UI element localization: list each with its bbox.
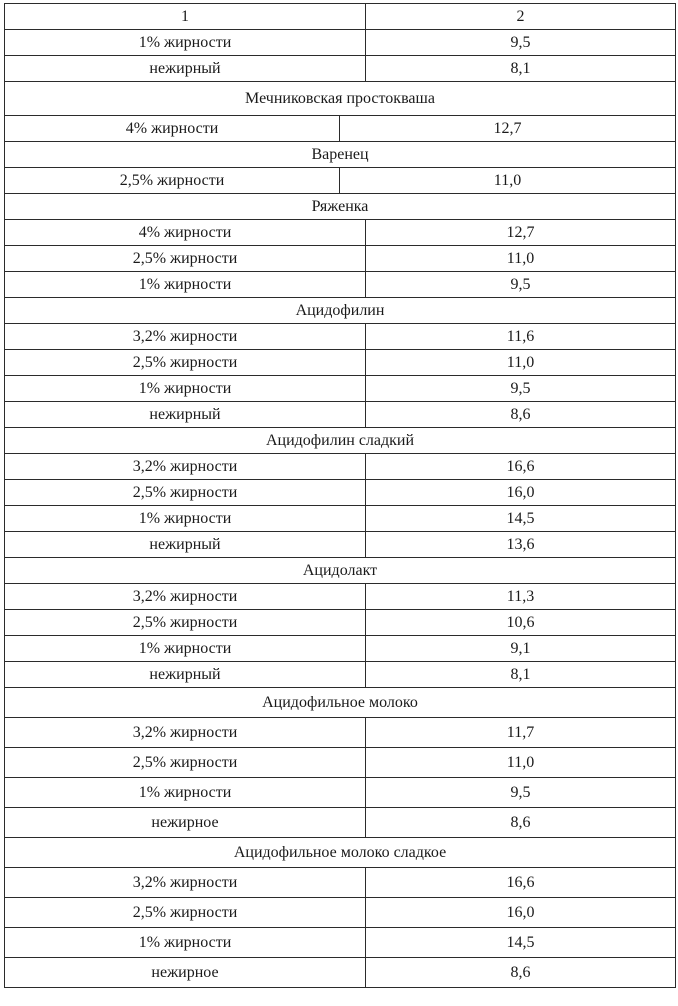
table-row bbox=[5, 30, 676, 56]
value-cell: 14,5 bbox=[366, 928, 676, 958]
value-cell: 10,6 bbox=[366, 610, 676, 636]
value-cell: 11,0 bbox=[340, 168, 676, 194]
table-row bbox=[5, 376, 676, 402]
table-row bbox=[5, 610, 676, 636]
group-title: Ацидофильное молоко bbox=[5, 688, 676, 718]
value-cell: 14,5 bbox=[366, 506, 676, 532]
fat-content-cell: 2,5% жирности bbox=[5, 610, 366, 636]
group-title: Ацидофильное молоко сладкое bbox=[5, 838, 676, 868]
fat-content-cell: нежирный bbox=[5, 402, 366, 428]
table-row bbox=[5, 116, 676, 142]
fat-content-cell: 3,2% жирности bbox=[5, 718, 366, 748]
table-row bbox=[5, 778, 676, 808]
fat-content-cell: 1% жирности bbox=[5, 928, 366, 958]
fat-content-cell: нежирный bbox=[5, 532, 366, 558]
fat-content-cell: 1% жирности bbox=[5, 272, 366, 298]
fat-content-cell: 4% жирности bbox=[5, 220, 366, 246]
value-cell: 8,6 bbox=[366, 958, 676, 988]
value-cell: 16,6 bbox=[366, 868, 676, 898]
group-header-row bbox=[5, 688, 676, 718]
group-header-row bbox=[5, 82, 676, 116]
fat-content-cell: 4% жирности bbox=[5, 116, 340, 142]
group-header-row bbox=[5, 194, 676, 220]
table-header-row bbox=[5, 4, 676, 30]
table-row bbox=[5, 808, 676, 838]
table-row bbox=[5, 718, 676, 748]
table-row bbox=[5, 506, 676, 532]
value-cell: 9,1 bbox=[366, 636, 676, 662]
header-cell-col1: 1 bbox=[5, 4, 366, 30]
fat-content-cell: нежирный bbox=[5, 56, 366, 82]
group-header-row bbox=[5, 838, 676, 868]
group-header-row bbox=[5, 142, 676, 168]
group-title: Мечниковская простокваша bbox=[5, 82, 676, 116]
value-cell: 9,5 bbox=[366, 778, 676, 808]
value-cell: 9,5 bbox=[366, 272, 676, 298]
group-header-row bbox=[5, 428, 676, 454]
value-cell: 8,6 bbox=[366, 402, 676, 428]
group-header-row bbox=[5, 558, 676, 584]
fat-content-cell: нежирное bbox=[5, 958, 366, 988]
nutrition-table bbox=[4, 3, 676, 988]
fat-content-cell: 2,5% жирности bbox=[5, 350, 366, 376]
value-cell: 9,5 bbox=[366, 376, 676, 402]
table-row bbox=[5, 868, 676, 898]
table-row bbox=[5, 636, 676, 662]
group-title: Ацидолакт bbox=[5, 558, 676, 584]
table-row bbox=[5, 454, 676, 480]
table-row bbox=[5, 272, 676, 298]
value-cell: 8,1 bbox=[366, 56, 676, 82]
table-row bbox=[5, 220, 676, 246]
value-cell: 11,0 bbox=[366, 748, 676, 778]
fat-content-cell: 3,2% жирности bbox=[5, 324, 366, 350]
fat-content-cell: 3,2% жирности bbox=[5, 454, 366, 480]
value-cell: 16,6 bbox=[366, 454, 676, 480]
group-title: Ацидофилин bbox=[5, 298, 676, 324]
value-cell: 11,0 bbox=[366, 350, 676, 376]
table-row bbox=[5, 168, 676, 194]
fat-content-cell: 3,2% жирности bbox=[5, 868, 366, 898]
fat-content-cell: нежирный bbox=[5, 662, 366, 688]
group-title: Ряженка bbox=[5, 194, 676, 220]
header-cell-col2: 2 bbox=[366, 4, 676, 30]
fat-content-cell: 3,2% жирности bbox=[5, 584, 366, 610]
group-title: Варенец bbox=[5, 142, 676, 168]
fat-content-cell: нежирное bbox=[5, 808, 366, 838]
table-row bbox=[5, 402, 676, 428]
table-row bbox=[5, 56, 676, 82]
value-cell: 8,6 bbox=[366, 808, 676, 838]
fat-content-cell: 2,5% жирности bbox=[5, 246, 366, 272]
table-row bbox=[5, 958, 676, 988]
table-row bbox=[5, 748, 676, 778]
fat-content-cell: 1% жирности bbox=[5, 376, 366, 402]
group-title: Ацидофилин сладкий bbox=[5, 428, 676, 454]
fat-content-cell: 1% жирности bbox=[5, 636, 366, 662]
value-cell: 16,0 bbox=[366, 480, 676, 506]
value-cell: 9,5 bbox=[366, 30, 676, 56]
value-cell: 13,6 bbox=[366, 532, 676, 558]
fat-content-cell: 2,5% жирности bbox=[5, 168, 340, 194]
value-cell: 11,7 bbox=[366, 718, 676, 748]
value-cell: 11,0 bbox=[366, 246, 676, 272]
table-row bbox=[5, 480, 676, 506]
table-row bbox=[5, 532, 676, 558]
fat-content-cell: 2,5% жирности bbox=[5, 480, 366, 506]
fat-content-cell: 2,5% жирности bbox=[5, 898, 366, 928]
group-header-row bbox=[5, 298, 676, 324]
table-row bbox=[5, 246, 676, 272]
value-cell: 11,3 bbox=[366, 584, 676, 610]
table-row bbox=[5, 898, 676, 928]
value-cell: 11,6 bbox=[366, 324, 676, 350]
fat-content-cell: 1% жирности bbox=[5, 30, 366, 56]
table-row bbox=[5, 584, 676, 610]
value-cell: 12,7 bbox=[340, 116, 676, 142]
value-cell: 8,1 bbox=[366, 662, 676, 688]
table-row bbox=[5, 350, 676, 376]
value-cell: 16,0 bbox=[366, 898, 676, 928]
fat-content-cell: 1% жирности bbox=[5, 506, 366, 532]
value-cell: 12,7 bbox=[366, 220, 676, 246]
table-body bbox=[5, 4, 676, 988]
fat-content-cell: 2,5% жирности bbox=[5, 748, 366, 778]
table-row bbox=[5, 324, 676, 350]
table-row bbox=[5, 928, 676, 958]
fat-content-cell: 1% жирности bbox=[5, 778, 366, 808]
table-row bbox=[5, 662, 676, 688]
